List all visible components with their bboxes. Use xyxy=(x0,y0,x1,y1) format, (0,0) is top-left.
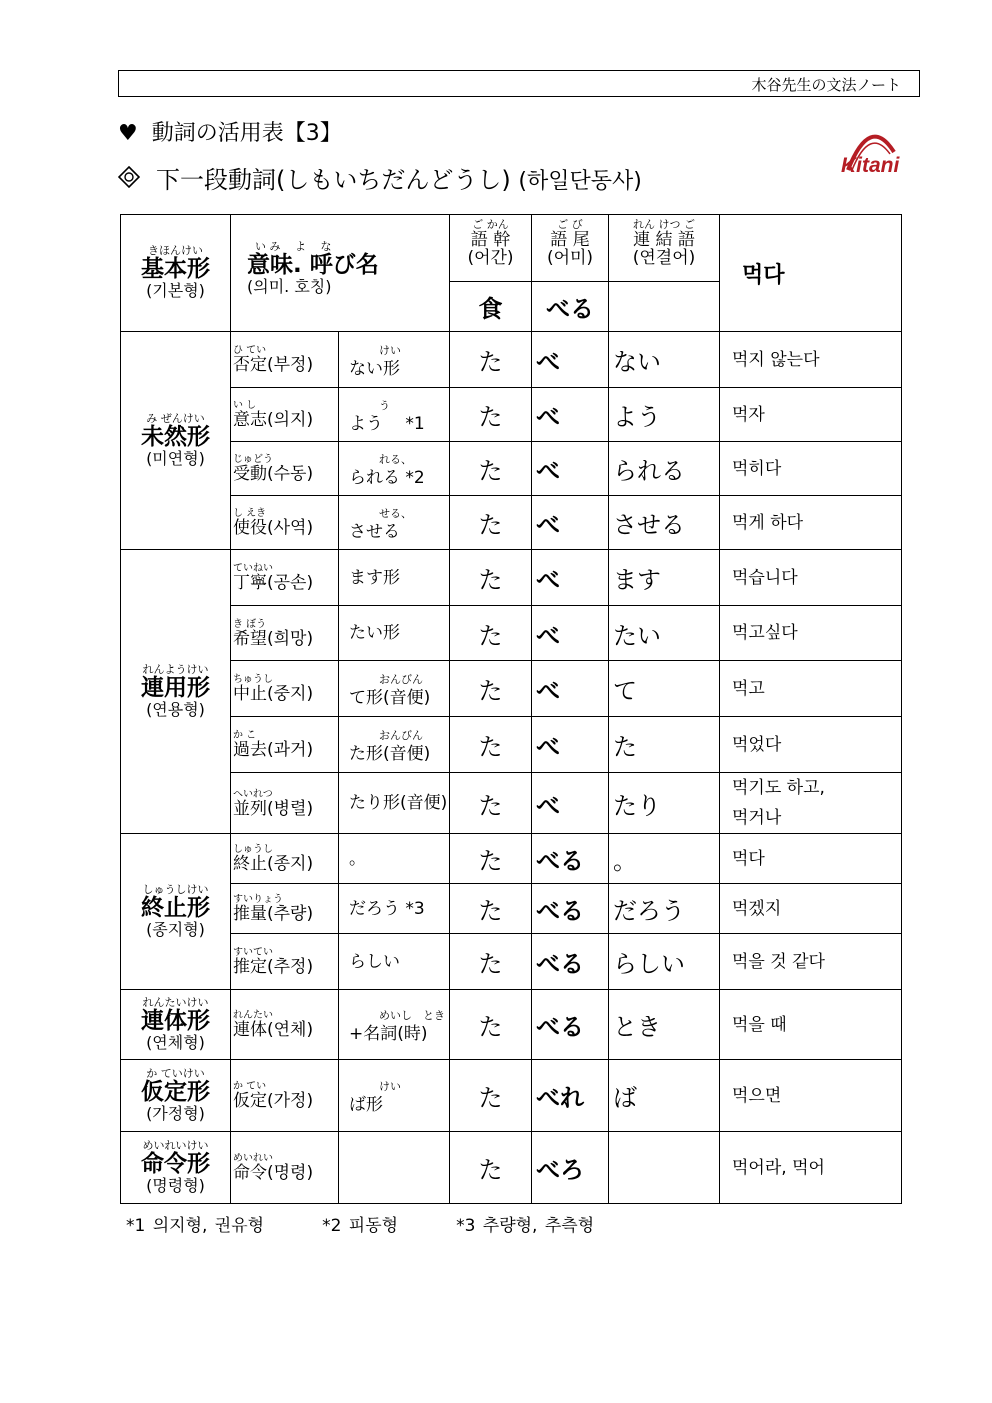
ending-cell: べ xyxy=(532,332,609,388)
usage-cell: めいれい 命令(명령) xyxy=(231,1132,339,1204)
stem-cell: た xyxy=(450,332,532,388)
subsection-title-text: 下一段動詞(しもいちだんどうし) xyxy=(156,166,511,194)
stem-cell: た xyxy=(450,606,532,661)
kitani-logo xyxy=(838,122,902,176)
stem-cell: た xyxy=(450,1060,532,1132)
name-cell: だろう *3 xyxy=(339,884,450,934)
korean-cell: 먹어라, 먹어 xyxy=(720,1132,902,1204)
connector-cell: ない xyxy=(609,332,720,388)
form-cell: か ていけい 仮定形 (가정형) xyxy=(121,1060,231,1132)
ending-cell: べ xyxy=(532,606,609,661)
conjugation-row xyxy=(121,606,902,661)
stem-cell: た xyxy=(450,550,532,606)
verb-stem: 食 xyxy=(450,282,532,332)
name-cell: ます形 xyxy=(339,550,450,606)
conjugation-row xyxy=(121,442,902,496)
name-cell: おんびん た形(音便) xyxy=(339,717,450,773)
conjugation-row xyxy=(121,834,902,884)
connector-cell: られる xyxy=(609,442,720,496)
diamond-icon xyxy=(118,166,140,194)
conjugation-row xyxy=(121,884,902,934)
footnote-3: *3 추량형, 추측형 xyxy=(456,1216,595,1236)
usage-cell: れんたい 連体(연체) xyxy=(231,990,339,1060)
header-meaning: い み よ な 意味. 呼び名 (의미. 호칭) xyxy=(231,215,450,332)
header-basic-form: きほんけい 基本形 (기본형) xyxy=(121,215,231,332)
svg-text:Kitani: Kitani xyxy=(841,154,900,176)
header-stem: ご かん 語 幹 (어간) xyxy=(450,215,532,282)
stem-cell: た xyxy=(450,496,532,550)
ending-cell: べ xyxy=(532,496,609,550)
form-cell: れんようけい 連用形 (연용형) xyxy=(121,550,231,834)
korean-cell: 먹을 것 같다 xyxy=(720,934,902,990)
form-cell: しゅうしけい 終止形 (종지형) xyxy=(121,834,231,990)
name-cell: けい ない形 xyxy=(339,332,450,388)
stem-cell: た xyxy=(450,884,532,934)
verb-connector-empty xyxy=(609,282,720,332)
section-title-text: 動詞の活用表【3】 xyxy=(151,121,342,146)
ending-cell: べ xyxy=(532,550,609,606)
usage-cell: すいりょう 推量(추량) xyxy=(231,884,339,934)
usage-cell: い し 意志(의지) xyxy=(231,388,339,442)
conjugation-row xyxy=(121,1132,902,1204)
usage-cell: し えき 使役(사역) xyxy=(231,496,339,550)
name-cell: めいし とき +名詞(時) xyxy=(339,990,450,1060)
ending-cell: べれ xyxy=(532,1060,609,1132)
usage-cell: か こ 過去(과거) xyxy=(231,717,339,773)
connector-cell: だろう xyxy=(609,884,720,934)
usage-cell: ちゅうし 中止(중지) xyxy=(231,661,339,717)
connector-cell: ます xyxy=(609,550,720,606)
form-cell: み ぜんけい 未然形 (미연형) xyxy=(121,332,231,550)
connector-cell: 。 xyxy=(609,834,720,884)
name-cell: せる、 させる xyxy=(339,496,450,550)
conjugation-row xyxy=(121,332,902,388)
korean-cell: 먹다 xyxy=(720,834,902,884)
connector-cell: とき xyxy=(609,990,720,1060)
subsection-title-korean: (하일단동사) xyxy=(518,169,642,194)
connector-cell: た xyxy=(609,717,720,773)
conjugation-row xyxy=(121,773,902,834)
korean-cell: 먹고 xyxy=(720,661,902,717)
name-cell: たり形(音便) xyxy=(339,773,450,834)
footnotes xyxy=(126,1211,652,1236)
ending-cell: べ xyxy=(532,442,609,496)
header-connector: れん けつ ご 連 結 語 (연결어) xyxy=(609,215,720,282)
connector-cell xyxy=(609,1132,720,1204)
stem-cell: た xyxy=(450,388,532,442)
ending-cell: べる xyxy=(532,990,609,1060)
stem-cell: た xyxy=(450,773,532,834)
verb-ending: べる xyxy=(532,282,609,332)
conjugation-table xyxy=(120,214,902,1204)
conjugation-row xyxy=(121,1060,902,1132)
ending-cell: べる xyxy=(532,884,609,934)
ending-cell: べろ xyxy=(532,1132,609,1204)
connector-cell: ば xyxy=(609,1060,720,1132)
connector-cell: らしい xyxy=(609,934,720,990)
ending-cell: べる xyxy=(532,934,609,990)
stem-cell: た xyxy=(450,717,532,773)
usage-cell: き ぼう 希望(희망) xyxy=(231,606,339,661)
header-box xyxy=(118,70,920,97)
korean-cell: 먹자 xyxy=(720,388,902,442)
stem-cell: た xyxy=(450,834,532,884)
usage-cell: しゅうし 終止(종지) xyxy=(231,834,339,884)
section-title xyxy=(118,116,342,147)
korean-cell: 먹지 않는다 xyxy=(720,332,902,388)
conjugation-row xyxy=(121,934,902,990)
connector-cell: させる xyxy=(609,496,720,550)
conjugation-row xyxy=(121,661,902,717)
ending-cell: べる xyxy=(532,834,609,884)
conjugation-row xyxy=(121,550,902,606)
usage-cell: へいれつ 並列(병렬) xyxy=(231,773,339,834)
connector-cell: たい xyxy=(609,606,720,661)
name-cell: らしい xyxy=(339,934,450,990)
korean-cell: 먹겠지 xyxy=(720,884,902,934)
heart-icon: ♥ xyxy=(118,121,138,146)
name-cell: けい ば形 xyxy=(339,1060,450,1132)
name-cell xyxy=(339,1132,450,1204)
ending-cell: べ xyxy=(532,661,609,717)
connector-cell: たり xyxy=(609,773,720,834)
korean-cell: 먹으면 xyxy=(720,1060,902,1132)
korean-cell: 먹었다 xyxy=(720,717,902,773)
footnote-2: *2 피동형 xyxy=(322,1216,399,1236)
usage-cell: すいてい 推定(추정) xyxy=(231,934,339,990)
conjugation-row xyxy=(121,496,902,550)
form-cell: めいれいけい 命令形 (명령형) xyxy=(121,1132,231,1204)
ending-cell: べ xyxy=(532,717,609,773)
korean-cell: 먹게 하다 xyxy=(720,496,902,550)
usage-cell: か てい 仮定(가정) xyxy=(231,1060,339,1132)
stem-cell: た xyxy=(450,661,532,717)
usage-cell: じゅどう 受動(수동) xyxy=(231,442,339,496)
footnote-1: *1 의지형, 권유형 xyxy=(126,1216,265,1236)
name-cell: おんびん て形(音便) xyxy=(339,661,450,717)
connector-cell: よう xyxy=(609,388,720,442)
name-cell: れる、 られる *2 xyxy=(339,442,450,496)
form-cell: れんたいけい 連体形 (연체형) xyxy=(121,990,231,1060)
conjugation-row xyxy=(121,990,902,1060)
subsection-title xyxy=(118,160,642,195)
usage-cell: ひ てい 否定(부정) xyxy=(231,332,339,388)
korean-cell: 먹히다 xyxy=(720,442,902,496)
stem-cell: た xyxy=(450,1132,532,1204)
stem-cell: た xyxy=(450,934,532,990)
korean-cell: 먹습니다 xyxy=(720,550,902,606)
conjugation-row xyxy=(121,717,902,773)
name-cell: う よう *1 xyxy=(339,388,450,442)
connector-cell: て xyxy=(609,661,720,717)
ending-cell: べ xyxy=(532,773,609,834)
header-title: 木谷先生の文法ノート xyxy=(751,76,901,94)
name-cell: たい形 xyxy=(339,606,450,661)
header-korean-verb: 먹다 xyxy=(720,215,902,332)
name-cell: 。 xyxy=(339,834,450,884)
stem-cell: た xyxy=(450,442,532,496)
conjugation-row xyxy=(121,388,902,442)
usage-cell: ていねい 丁寧(공손) xyxy=(231,550,339,606)
korean-cell: 먹기도 하고, 먹거나 xyxy=(720,773,902,834)
ending-cell: べ xyxy=(532,388,609,442)
stem-cell: た xyxy=(450,990,532,1060)
korean-cell: 먹고싶다 xyxy=(720,606,902,661)
header-ending: ご び 語 尾 (어미) xyxy=(532,215,609,282)
korean-cell: 먹을 때 xyxy=(720,990,902,1060)
